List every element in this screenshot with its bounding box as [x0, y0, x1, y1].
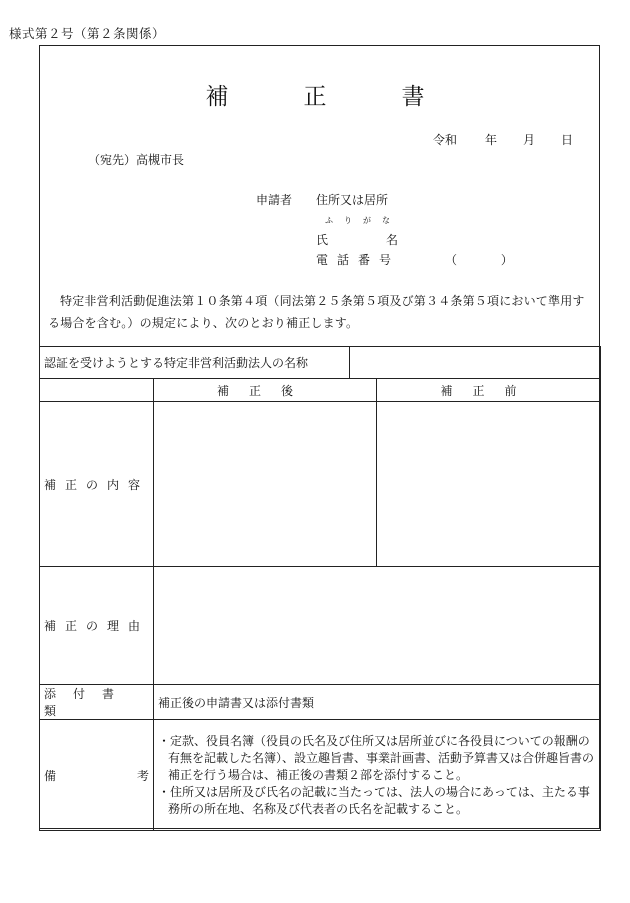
- note-item: ・住所又は居所及び氏名の記載に当たっては、法人の場合にあっては、主たる事務所の所在地、名称及び代表者の氏名を記載すること。: [158, 784, 590, 816]
- addressee: （宛先）高槻市長: [88, 153, 185, 167]
- org-name-value[interactable]: [350, 347, 601, 379]
- date-month: 月: [523, 133, 536, 147]
- reason-label: 補正の理由: [40, 567, 154, 685]
- content-after-cell[interactable]: [154, 402, 377, 567]
- after-header: 補正後: [154, 379, 377, 402]
- notes-list: [158, 733, 596, 818]
- org-name-row: [40, 347, 601, 379]
- attachment-value: 補正後の申請書又は添付書類: [154, 685, 601, 720]
- header-row: [40, 379, 601, 402]
- page-title: 補 正 書: [205, 84, 451, 110]
- phone-label: 電話番号: [316, 253, 401, 267]
- attachment-label: 添付書類: [40, 685, 154, 720]
- content-row: [40, 402, 601, 567]
- reason-row: [40, 567, 601, 685]
- address-label: 住所又は居所: [316, 193, 389, 207]
- notes-cell: [154, 720, 601, 831]
- furigana-label: ふりがな: [325, 216, 401, 225]
- applicant-label: 申請者: [256, 193, 293, 207]
- org-name-label: 認証を受けようとする特定非営利活動法人の名称: [40, 347, 350, 379]
- attachment-row: [40, 685, 601, 720]
- date-year: 年: [485, 133, 498, 147]
- content-label: 補正の内容: [40, 402, 154, 567]
- date-era: 令和: [433, 133, 458, 147]
- header-blank: [40, 379, 154, 402]
- notes-label-1: 備: [44, 768, 57, 783]
- note-item: ・定款、役員名簿（役員の氏名及び住所又は居所並びに各役員についての報酬の有無を記載した名簿）、設立趣旨書、事業計画書、活動予算書又は合併趣旨書の補正を行う場合は、補正後の書類２部を添付すること。: [158, 733, 595, 782]
- form-number: 様式第２号（第２条関係）: [9, 26, 166, 41]
- phone-parentheses: （ ）: [445, 253, 513, 267]
- notes-label: [40, 720, 154, 831]
- date-line: [433, 131, 573, 148]
- content-before-cell[interactable]: [377, 402, 601, 567]
- notes-row: [40, 720, 601, 831]
- correction-table: [39, 346, 601, 831]
- notes-label-2: 考: [136, 768, 149, 783]
- reason-cell[interactable]: [154, 567, 601, 685]
- date-day: 日: [561, 133, 574, 147]
- statement-text: 特定非営利活動促進法第１０条第４項（同法第２５条第５項及び第３４条第５項において準用する場合を含む。）の規定により、次のとおり補正します。: [48, 294, 585, 330]
- name-label: 氏名: [316, 233, 457, 247]
- before-header: 補正前: [377, 379, 601, 402]
